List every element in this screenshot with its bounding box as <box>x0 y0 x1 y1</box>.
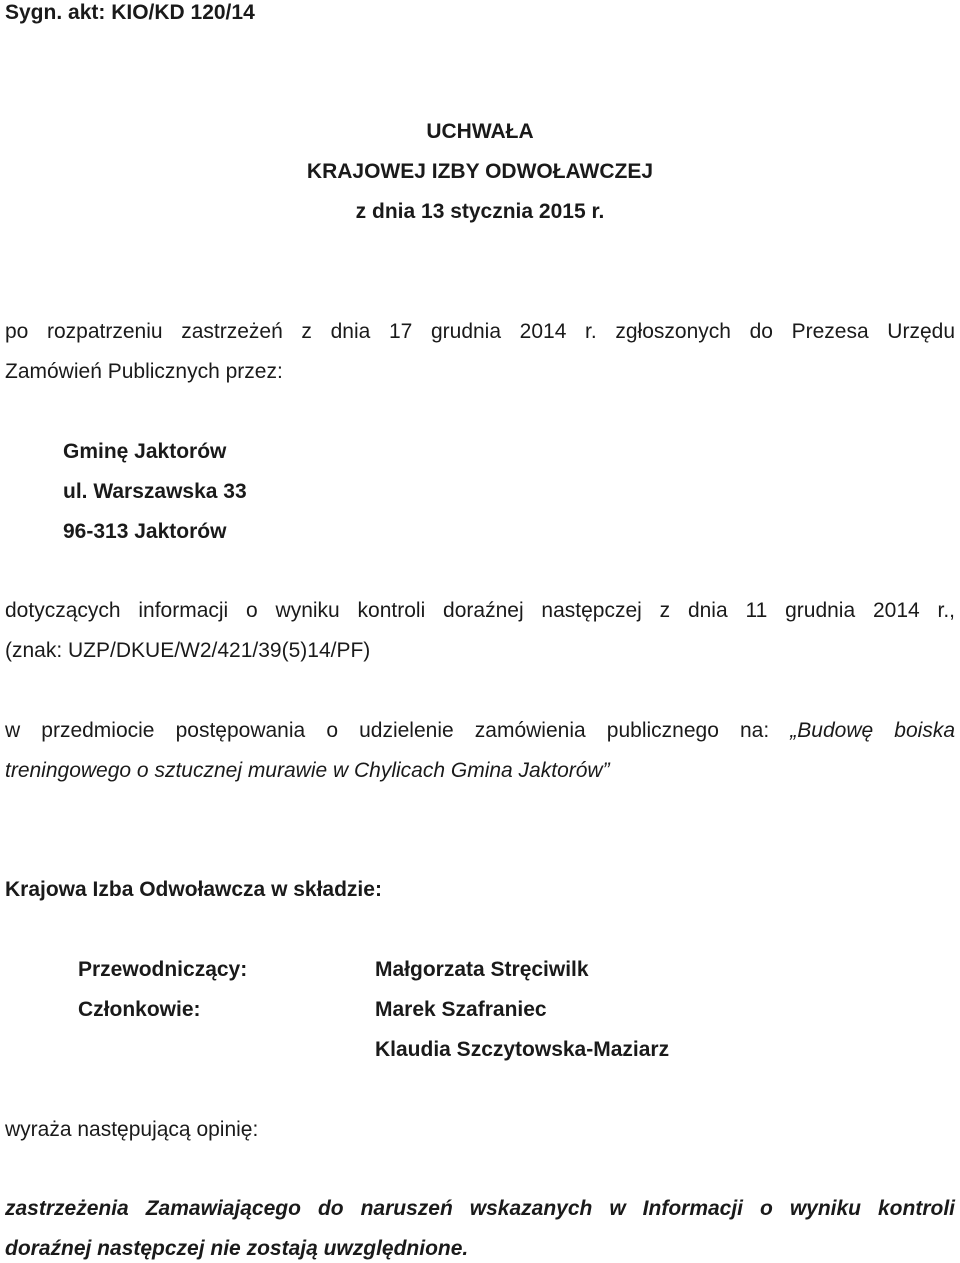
address-name: Gminę Jaktorów <box>63 440 227 463</box>
opinion-line-1: zastrzeżenia Zamawiającego do naruszeń wskazanych w Informacji o wyniku kontroli <box>5 1197 955 1220</box>
chair-label: Przewodniczący: <box>78 958 248 981</box>
document-title: UCHWAŁA <box>426 120 534 143</box>
opinion-intro: wyraża następującą opinię: <box>5 1118 259 1141</box>
members-label: Członkowie: <box>78 998 201 1021</box>
chair-name: Małgorzata Stręciwilk <box>375 958 589 981</box>
document-date: z dnia 13 stycznia 2015 r. <box>355 200 605 223</box>
panel-heading: Krajowa Izba Odwoławcza w składzie: <box>5 878 382 901</box>
concerning-line-2: (znak: UZP/DKUE/W2/421/39(5)14/PF) <box>5 639 371 662</box>
concerning-line-1: dotyczących informacji o wyniku kontroli doraźnej następczej z dnia 11 grudnia 2014 r., <box>5 599 955 622</box>
issuing-body: KRAJOWEJ IZBY ODWOŁAWCZEJ <box>306 160 654 183</box>
subject-line-2: treningowego o sztucznej murawie w Chylicach Gmina Jaktorów” <box>5 759 610 782</box>
subject-plain: w przedmiocie postępowania o udzielenie zamówienia publicznego na: <box>5 719 791 742</box>
intro-line-1: po rozpatrzeniu zastrzeżeń z dnia 17 grudnia 2014 r. zgłoszonych do Prezesa Urzędu <box>5 320 955 343</box>
address-city: 96-313 Jaktorów <box>63 520 227 543</box>
subject-line-1 <box>5 718 955 744</box>
opinion-line-2: doraźnej następczej nie zostają uwzględnione. <box>5 1237 469 1260</box>
case-signature: Sygn. akt: KIO/KD 120/14 <box>5 1 255 24</box>
subject-italic-start: „Budowę boiska <box>790 719 955 742</box>
intro-line-2: Zamówień Publicznych przez: <box>5 360 283 383</box>
address-street: ul. Warszawska 33 <box>63 480 247 503</box>
member-name: Marek Szafraniec <box>375 998 547 1021</box>
member-name: Klaudia Szczytowska-Maziarz <box>375 1038 670 1061</box>
